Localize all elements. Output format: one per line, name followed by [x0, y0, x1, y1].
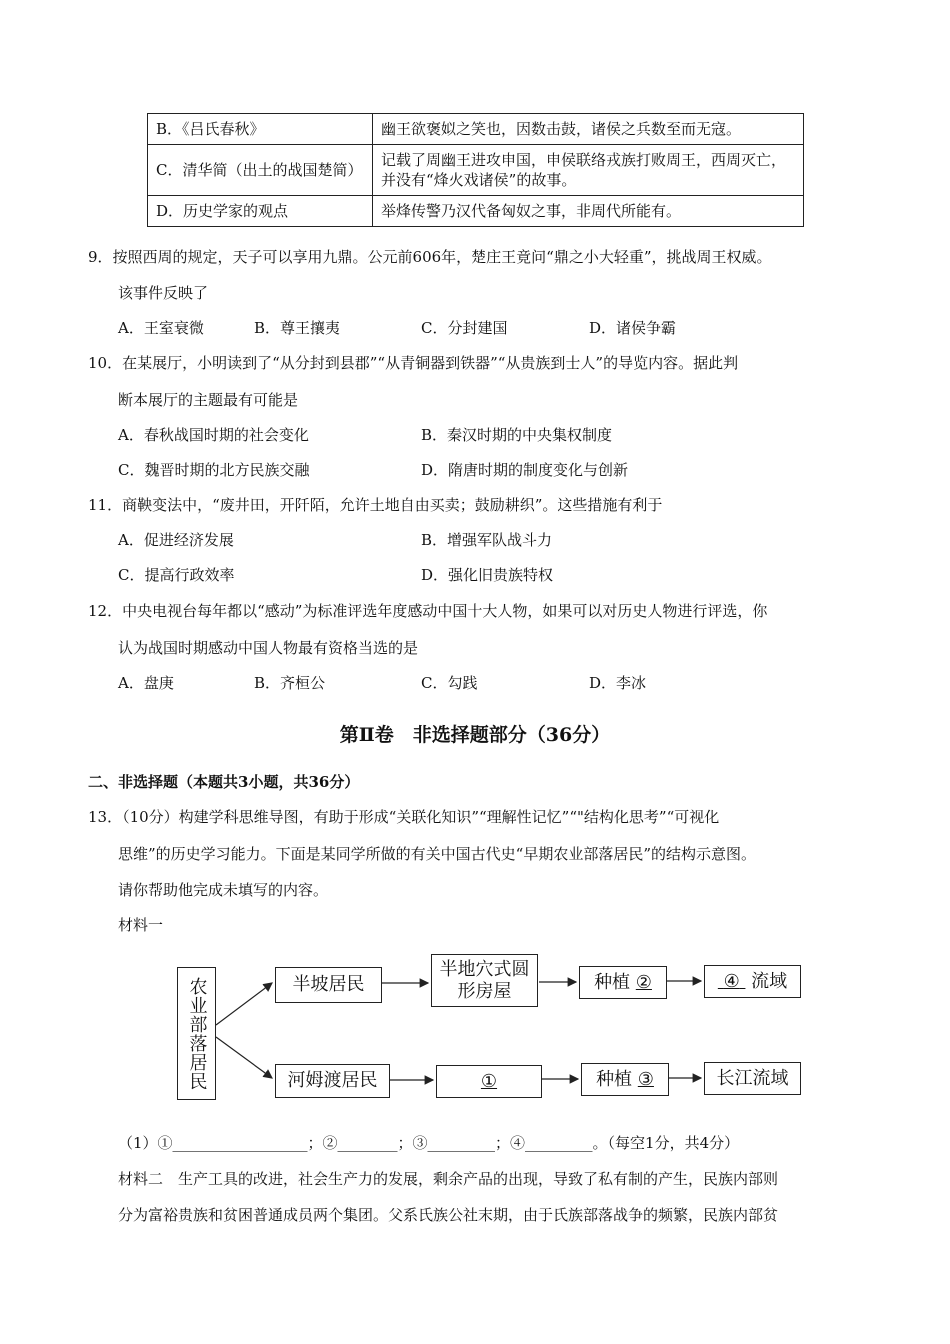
table-cell-source: C．清华简（出土的战国楚简） — [148, 145, 373, 196]
table-cell-source: B．《吕氏春秋》 — [148, 114, 373, 145]
question-12-stem-cont: 认为战国时期感动中国人物最有资格当选的是 — [118, 639, 419, 657]
material-2-text: 材料二 生产工具的改进，社会生产力的发展，剩余产品的出现，导致了私有制的产生，民族内部则 — [118, 1170, 779, 1188]
diagram-basin-4-suffix: 流域 — [751, 970, 788, 992]
option-c: C．分封建国 — [421, 319, 508, 337]
diagram-blank-4 — [718, 971, 746, 993]
question-9-stem-cont: 该事件反映了 — [118, 284, 209, 302]
option-d: D．隋唐时期的制度变化与创新 — [421, 461, 629, 479]
diagram-blank-2: ② — [635, 971, 652, 993]
table-cell-content: 幽王欲褒姒之笑也，因数击鼓，诸侯之兵数至而无寇。 — [373, 114, 804, 145]
material-2-text-cont: 分为富裕贵族和贫困普通成员两个集团。父系氏族公社末期，由于氏族部落战争的频繁，民族内部贫 — [118, 1206, 779, 1224]
question-10-stem-cont: 断本展厅的主题最有可能是 — [118, 391, 299, 409]
part-2-title: 第Ⅱ卷 非选择题部分（36分） — [339, 724, 611, 746]
diagram-plant-2-box — [579, 966, 667, 999]
diagram-root-box: 农业部落居民 — [177, 967, 216, 1100]
section-2-heading: 二、非选择题（本题共3小题，共36分） — [88, 773, 360, 791]
option-d: D．诸侯争霸 — [589, 319, 677, 337]
question-13-sub-1: （1）①__________________；②________；③_________；④_________。（每空1分，共4分） — [118, 1134, 740, 1152]
diagram-basin-4-box — [704, 965, 801, 998]
diagram-house-box: 半地穴式圆形房屋 — [431, 954, 538, 1007]
table-cell-content: 举烽传警乃汉代备匈奴之事，非周代所能有。 — [373, 196, 804, 227]
diagram-blank-3: ③ — [637, 1068, 654, 1090]
option-a: A．促进经济发展 — [118, 531, 234, 549]
question-10-stem: 10．在某展厅，小明读到了“从分封到县郡”“从青铜器到铁器”“从贵族到士人”的导览内容。据此判 — [88, 354, 739, 372]
option-a: A．王室衰微 — [118, 319, 204, 337]
table-cell-content: 记载了周幽王进攻申国，申侯联络戎族打败周王，西周灭亡，并没有“烽火戏诸侯”的故事。 — [373, 145, 804, 196]
option-c: C．魏晋时期的北方民族交融 — [118, 461, 310, 479]
question-13-stem: 13．（10分）构建学科思维导图，有助于形成“关联化知识”“理解性记忆”“"结构化思考”“可视化 — [88, 808, 720, 826]
diagram-hemudu-box: 河姆渡居民 — [275, 1064, 390, 1098]
option-c: C．提高行政效率 — [118, 566, 235, 584]
diagram-plant-3-prefix: 种植 — [596, 1068, 633, 1090]
option-b: B．增强军队战斗力 — [421, 531, 553, 549]
diagram-yangtze-box: 长江流域 — [704, 1062, 801, 1095]
option-d: D．李冰 — [589, 674, 647, 692]
option-b: B．尊王攘夷 — [254, 319, 341, 337]
question-9-stem: 9．按照西周的规定，天子可以享用九鼎。公元前606年，楚庄王竟问“鼎之小大轻重”，挑战周王权威。 — [88, 248, 772, 266]
diagram-blank-4-mark: ④ — [723, 970, 740, 992]
table-cell-source: D．历史学家的观点 — [148, 196, 373, 227]
question-13-stem-cont: 请你帮助他完成未填写的内容。 — [118, 881, 329, 899]
diagram-banpo-box: 半坡居民 — [275, 967, 382, 1003]
diagram-plant-3-box — [581, 1063, 669, 1096]
option-a: A．盘庚 — [118, 674, 174, 692]
option-b: B．秦汉时期的中央集权制度 — [421, 426, 613, 444]
question-12-stem: 12．中央电视台每年都以“感动”为标准评选年度感动中国十大人物，如果可以对历史人物进行评选，你 — [88, 602, 768, 620]
question-13-stem-cont: 思维”的历史学习能力。下面是某同学所做的有关中国古代史“早期农业部落居民”的结构示意图。 — [118, 845, 757, 863]
option-c: C．勾践 — [421, 674, 478, 692]
option-d: D．强化旧贵族特权 — [421, 566, 554, 584]
option-a: A．春秋战国时期的社会变化 — [118, 426, 309, 444]
diagram-blank-1: ① — [480, 1070, 498, 1092]
diagram-blank-1-box — [436, 1065, 542, 1098]
material-1-label: 材料一 — [118, 916, 164, 934]
option-b: B．齐桓公 — [254, 674, 326, 692]
question-11-stem: 11．商鞅变法中，“废井田，开阡陌，允许土地自由买卖；鼓励耕织”。这些措施有利于 — [88, 496, 663, 514]
diagram-plant-2-prefix: 种植 — [594, 971, 631, 993]
